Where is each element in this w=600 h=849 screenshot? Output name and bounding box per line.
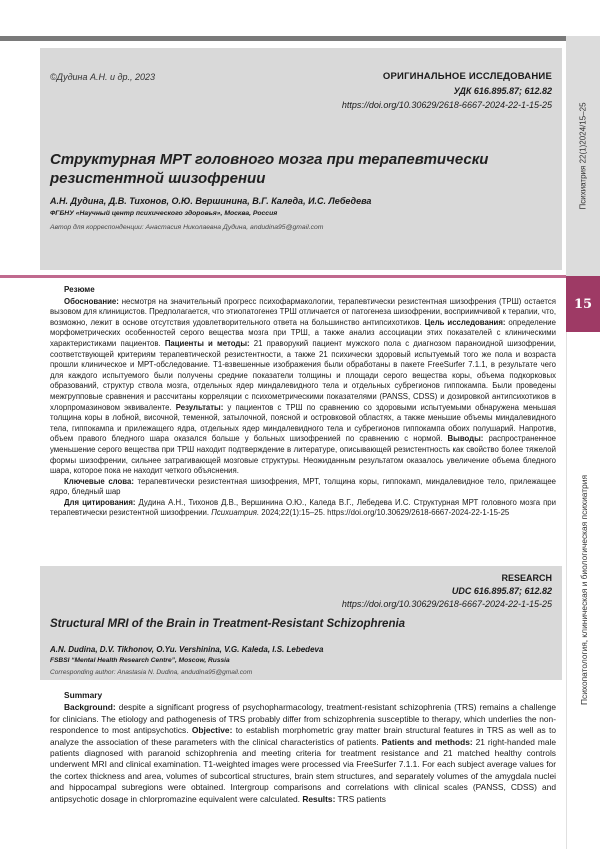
- article-title-en: Structural MRI of the Brain in Treatment-Resistant Schizophrenia: [50, 618, 406, 630]
- label-background-ru: Обоснование:: [64, 296, 119, 306]
- citation-ru: [50, 498, 556, 519]
- abstract-en: [50, 690, 556, 805]
- label-conclusions-ru: Выводы:: [447, 434, 484, 444]
- top-rule: [0, 36, 566, 41]
- label-results-en: Results:: [302, 793, 336, 804]
- label-keywords-ru: Ключевые слова:: [64, 476, 134, 486]
- corresponding-author-ru: Автор для корреспонденции: Анастасия Николаевна Дудина, andudina95@gmail.com: [50, 224, 324, 231]
- article-title-ru: Структурная МРТ головного мозга при терапевтически резистентной шизофрении: [50, 151, 489, 187]
- text-methods-en: 21 right-handed male patients diagnosed with paranoid schizophrenia and meeting criteria for treatment resistance and 21 matched healthy controls underwent MRI and clinical examination. T1-weighted images were processed via FreeSurfer 7.1.1. For each subject average values for the cortex thickness and area, volumes of subcortical structures, brain stem structures, and separately volumes of the amygdala nuclei and hippocampal subregions were obtained. Intergroup comparisons and correlations with clinical scales (PANSS, CDSS) and antipsychotic dosage in chlorpromazine equivalent were calculated.: [50, 736, 557, 804]
- cite-journal-ru: Психиатрия.: [211, 508, 260, 518]
- text-background-en: despite a significant progress of psychopharmacology, treatment-resistant schizophrenia (TRS) remains a challenge for clinicians. The etiology and pathogenesis of TRS probably differ from schizophrenia susceptible to therapy, which underlies the non-respondence to most antipsychotics.: [50, 702, 556, 736]
- corresponding-author-en: Corresponding author: Anastasia N. Dudina, andudina95@gmail.com: [50, 669, 253, 676]
- text-cite-ru: Дудина А.Н., Тихонов Д.В., Вершинина О.Ю., Каледа В.Г., Лебедева И.С. Структурная МРТ головного мозга при терапевтически резистентной шизофрении.: [50, 497, 556, 518]
- label-methods-en: Patients and methods:: [381, 736, 473, 747]
- affiliation-ru: ФГБНУ «Научный центр психического здоровья», Москва, Россия: [50, 210, 278, 217]
- label-objective-en: Objective:: [191, 725, 233, 736]
- affiliation-en: FSBSI “Mental Health Research Centre”, Moscow, Russia: [50, 657, 230, 664]
- article-header-ru: [40, 48, 562, 270]
- label-results-ru: Результаты:: [175, 402, 224, 412]
- text-results-en: TRS patients: [335, 793, 386, 804]
- article-type-en: RESEARCH: [501, 573, 552, 583]
- article-header-en: [40, 566, 562, 680]
- sidebar-issue-block: [566, 36, 600, 276]
- article-meta-en: [342, 572, 552, 611]
- label-methods-ru: Пациенты и методы:: [164, 338, 250, 348]
- udk-code: УДК 616.895.87; 612.82: [453, 86, 552, 96]
- label-cite-ru: Для цитирования:: [64, 497, 136, 507]
- label-background-en: Background:: [64, 702, 116, 713]
- text-conclusions-ru: распространенное уменьшение серого вещества при ТРШ находит подтверждение в литературе, описывающей резистентность как свойство более тяжелой формы шизофрении, сильнее затрагивающей мозговые структуры. Неожиданным результатом оказалось увеличение объема бледного шара, которое пока не находит четкого объяснения.: [50, 434, 556, 476]
- authors-ru: А.Н. Дудина, Д.В. Тихонов, О.Ю. Вершинина, В.Г. Каледа, И.С. Лебедева: [50, 196, 372, 206]
- accent-rule: [0, 275, 566, 278]
- abstract-ru: [50, 285, 556, 519]
- text-aim-ru: определение морфометрических особенностей серого вещества мозга при ТРШ, а также анализ ассоциации этих показателей с клиническими характеристиками пациентов.: [50, 317, 556, 348]
- article-type: ОРИГИНАЛЬНОЕ ИССЛЕДОВАНИЕ: [382, 71, 552, 82]
- text-methods-ru: 21 праворукий пациент мужского пола с диагнозом параноидной шизофрении, соответствующей критериям терапевтической резистентности, а также 21 психически здоровый испытуемый того же пола и возраста прошли клиническое и МРТ-обследование. Т1-взвешенные изображения были обработаны в пакете FreeSurfer 7.1.1, в результате чего для каждого испытуемого были получены средние показатели толщины и площади серого вещества коры, объема подкорковых образований, структур ствола мозга, отдельных ядер миндалевидного тела и отдельных субрегионов гиппокампа. Были проведены межгрупповые сравнения и рассчитаны корреляции с психометрическими показателями (PANSS, CDSS) и дозировкой антипсихотиков в хлорпромазиновом эквиваленте.: [50, 338, 556, 412]
- label-aim-ru: Цель исследования:: [424, 317, 506, 327]
- text-background-ru: несмотря на значительный прогресс психофармакологии, терапевтически резистентная шизофрения (ТРШ) остается вызовом для клиницистов. Предполагается, что этиопатогенез ТРШ отличается от патогенеза шизофрении, восприимчивой к терапии, что, возможно, лежит в основе отсутствия удовлетворительного ответа на большинство антипсихотиков.: [50, 296, 556, 327]
- text-keywords-ru: терапевтически резистентная шизофрения, МРТ, толщина коры, гиппокамп, миндалевидное тело, прилежащее ядро, бледный шар: [50, 476, 556, 497]
- sidebar-section-block: [566, 332, 600, 849]
- copyright: ©Дудина А.Н. и др., 2023: [50, 72, 156, 82]
- text-results-ru: у пациентов с ТРШ по сравнению со здоровыми испытуемыми обнаружена меньшая толщина коры в лобной, височной, теменной, затылочной, поясной и островковой областях, а также меньшие объемы миндалевидного тела, гиппокампа и прилежащего ядра, отдельных ядер миндалевидного тела и субрегионов гиппокампа обоих полушарий. Напротив, объем правого бледного шара оказался больше у больных шизофренией по сравнению с нормой.: [50, 402, 557, 444]
- doi-link[interactable]: https://doi.org/10.30629/2618-6667-2024-22-1-15-25: [341, 100, 552, 110]
- journal-section-name: Психопатология, клиническая и биологическая психиатрия: [579, 475, 589, 705]
- journal-sidebar: [566, 36, 600, 849]
- abstract-heading-ru: Резюме: [64, 285, 95, 294]
- udc-code: UDC 616.895.87; 612.82: [451, 586, 552, 596]
- journal-issue: Психиатрия 22(1)2024/15–25: [578, 102, 588, 210]
- keywords-ru: [50, 477, 556, 498]
- authors-en: A.N. Dudina, D.V. Tikhonov, O.Yu. Vershinina, V.G. Kaleda, I.S. Lebedeva: [50, 645, 324, 654]
- page-number: 15: [566, 276, 600, 332]
- text-objective-en: to establish morphometric gray matter brain structural features in TRS as well as to analyze the association of these parameters with the clinical characteristics of patients.: [50, 725, 557, 747]
- cite-tail-ru: 2024;22(1):15–25. https://doi.org/10.30629/2618-6667-2024-22-1-15-25: [259, 508, 510, 518]
- abstract-heading-en: Summary: [64, 690, 103, 700]
- abstract-body-en: [50, 702, 556, 805]
- doi-link-en[interactable]: https://doi.org/10.30629/2618-6667-2024-22-1-15-25: [341, 599, 552, 609]
- abstract-body-ru: [50, 297, 556, 477]
- article-meta-ru: [342, 70, 552, 112]
